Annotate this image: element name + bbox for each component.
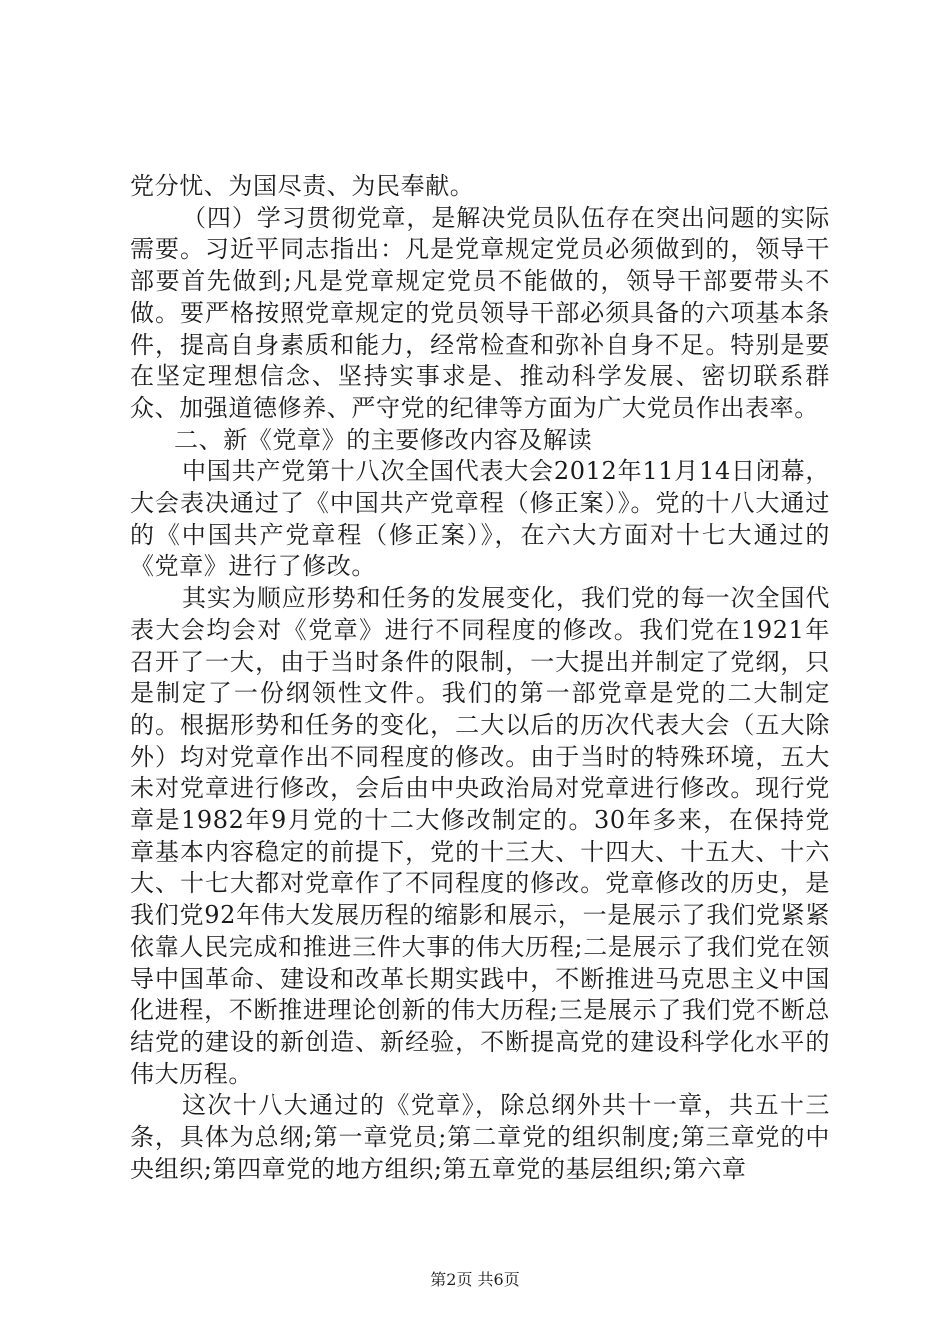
section-heading: 二、新《党章》的主要修改内容及解读 bbox=[174, 425, 593, 454]
paragraph-section-four: （四）学习贯彻党章，是解决党员队伍存在突出问题的实际需要。习近平同志指出：凡是党章规定党员必须做到的，领导干部要首先做到;凡是党章规定党员不能做的，领导干部要带头不做。要严格按照党章规定的党员领导干部必须具备的六项基本条件，提高自身素质和能力，经常检查和弥补自身不足。特别是要在坚定理想信念、坚持实事求是、推动科学发展、密切联系群众、加强道德修养、严守党的纪律等方面为广大党员作出表率。 bbox=[130, 203, 830, 422]
paragraph-eighteenth-congress: 中国共产党第十八次全国代表大会2012年11月14日闭幕，大会表决通过了《中国共产党章程（修正案）》。党的十八大通过的《中国共产党章程（修正案）》，在六大方面对十七大通过的《党章》进行了修改。 bbox=[130, 457, 830, 581]
page-footer: 第2页 共6页 bbox=[430, 1270, 520, 1289]
document-body bbox=[130, 171, 830, 1186]
paragraph-continuation: 党分忧、为国尽责、为民奉献。 bbox=[130, 172, 475, 200]
paragraph-chapter-structure: 这次十八大通过的《党章》，除总纲外共十一章，共五十三条，具体为总纲;第一章党员;第二章党的组织制度;第三章党的中央组织;第四章党的地方组织;第五章党的基层组织;第六章 bbox=[130, 1091, 830, 1183]
paragraph-revision-history: 其实为顺应形势和任务的发展变化，我们党的每一次全国代表大会均会对《党章》进行不同程度的修改。我们党在1921年召开了一大，由于当时条件的限制，一大提出并制定了党纲，只是制定了一份纲领性文件。我们的第一部党章是党的二大制定的。根据形势和任务的变化，二大以后的历次代表大会（五大除外）均对党章作出不同程度的修改。由于当时的特殊环境，五大未对党章进行修改，会后由中央政治局对党章进行修改。现行党章是1982年9月党的十二大修改制定的。30年多来，在保持党章基本内容稳定的前提下，党的十三大、十四大、十五大、十六大、十七大都对党章作了不同程度的修改。党章修改的历史，是我们党92年伟大发展历程的缩影和展示，一是展示了我们党紧紧依靠人民完成和推进三件大事的伟大历程;二是展示了我们党在领导中国革命、建设和改革长期实践中，不断推进马克思主义中国化进程，不断推进理论创新的伟大历程;三是展示了我们党不断总结党的建设的新创造、新经验，不断提高党的建设科学化水平的伟大历程。 bbox=[130, 584, 830, 1088]
